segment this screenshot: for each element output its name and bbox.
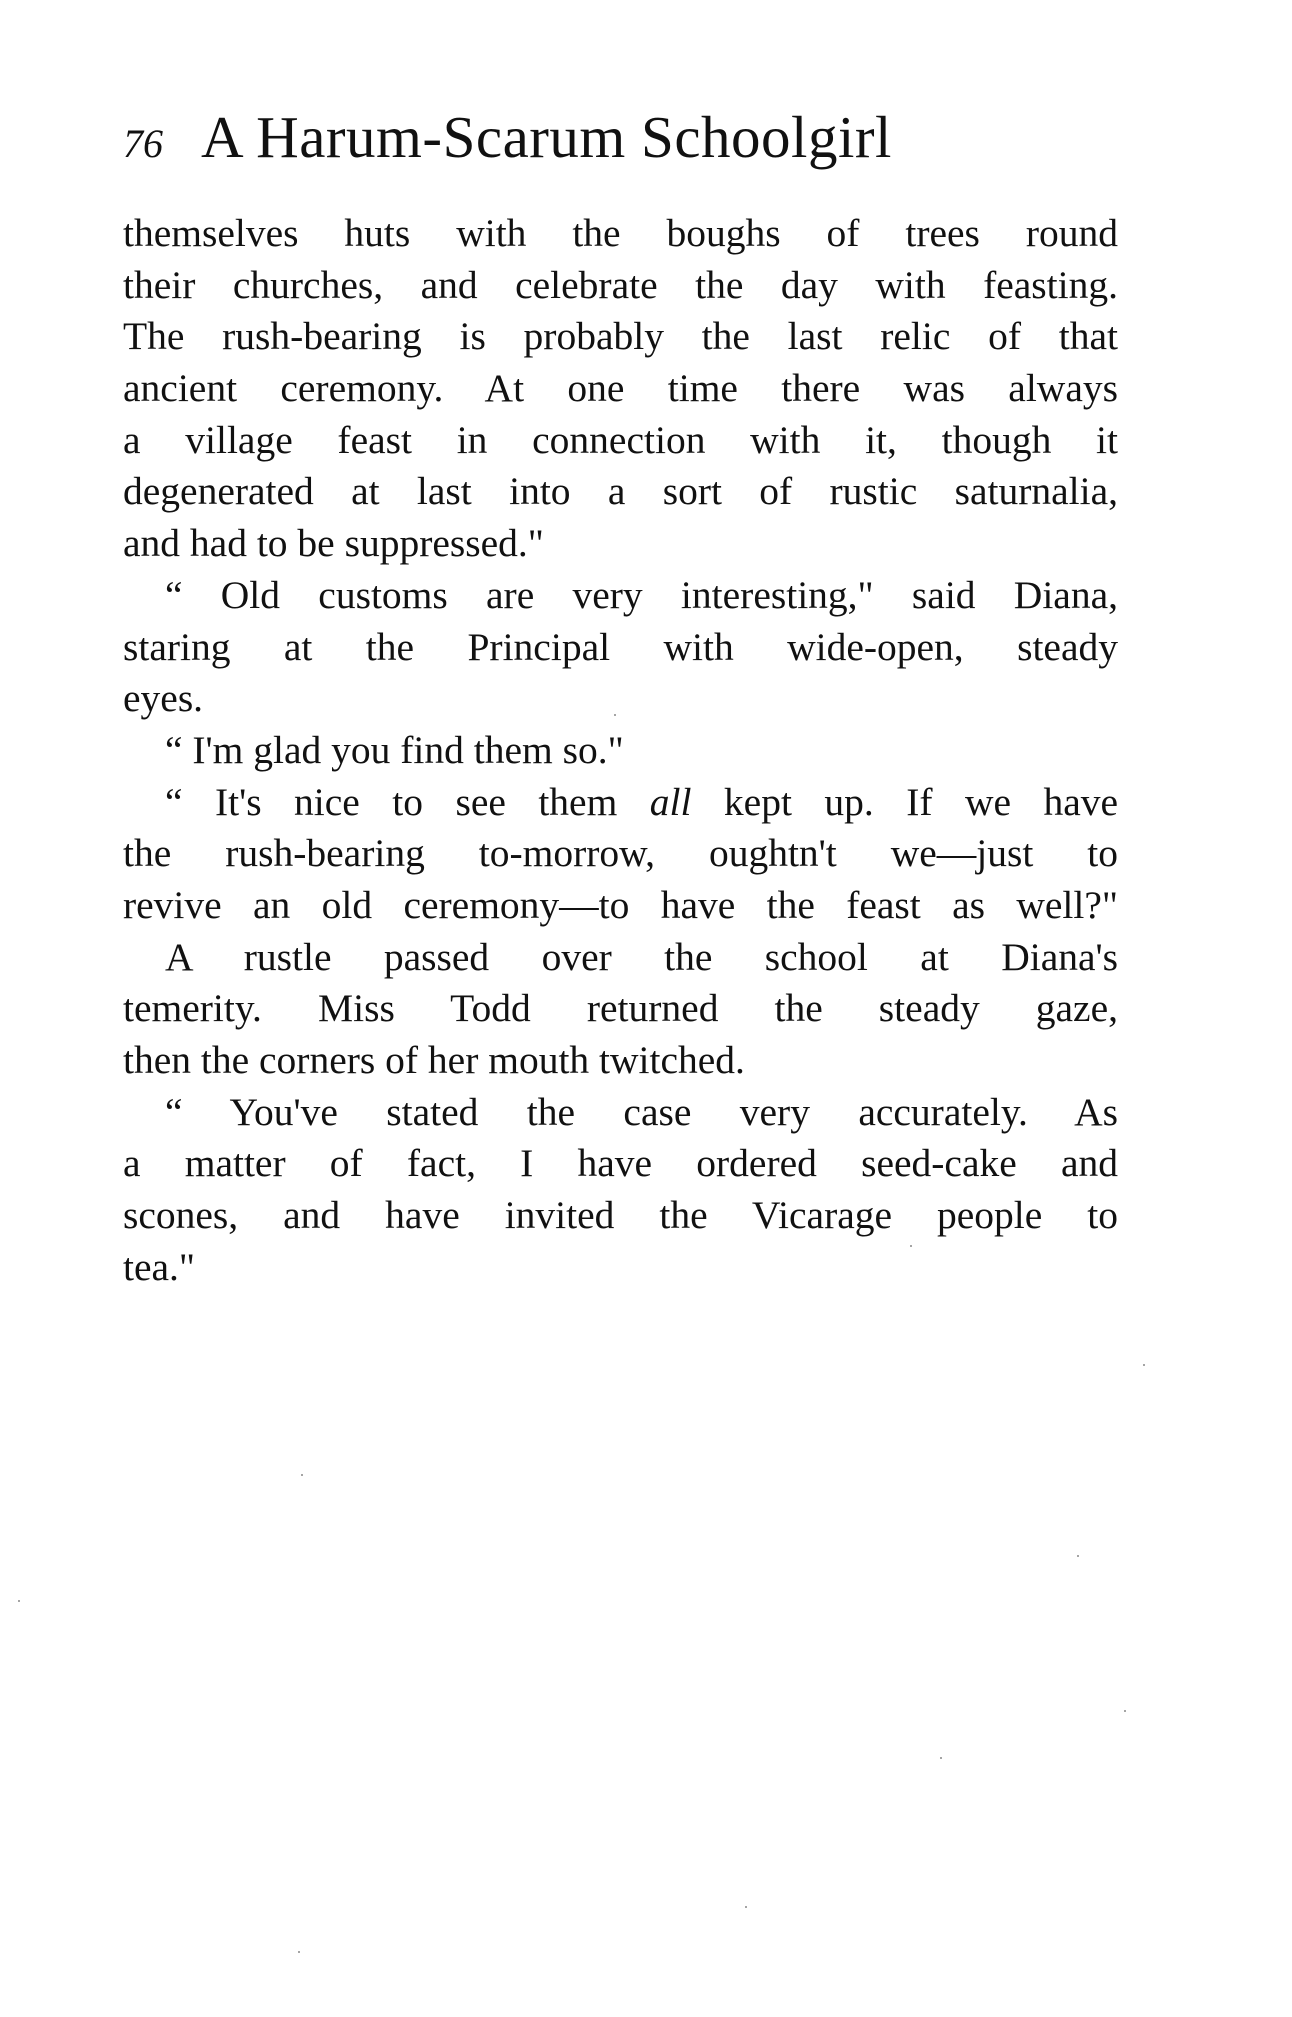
scan-speck — [614, 714, 616, 716]
text-line-before: “ It's nice to see them — [165, 779, 650, 824]
scan-speck — [18, 1600, 20, 1602]
text-line: a matter of fact, I have ordered seed-cake and — [123, 1141, 1118, 1186]
scan-speck — [1124, 1710, 1126, 1712]
scan-speck — [298, 1951, 300, 1953]
scan-speck — [745, 1906, 747, 1908]
text-line: a village feast in connection with it, though it — [123, 417, 1118, 462]
text-line: temerity. Miss Todd returned the steady gaze, — [123, 986, 1118, 1031]
text-line — [123, 777, 1118, 829]
text-line: degenerated at last into a sort of rustic saturnalia, — [123, 469, 1118, 514]
text-line: revive an old ceremony—to have the feast as well?" — [123, 882, 1118, 927]
page-header — [123, 103, 1123, 183]
text-line: eyes. — [123, 676, 204, 721]
text-line: ancient ceremony. At one time there was always — [123, 366, 1118, 411]
body-text — [123, 208, 1118, 1293]
scan-speck — [301, 1474, 303, 1476]
text-line: The rush-bearing is probably the last relic of that — [123, 314, 1118, 359]
running-title: A Harum-Scarum Schoolgirl — [201, 104, 892, 170]
scan-speck — [1143, 1364, 1145, 1366]
text-line: “ I'm glad you find them so." — [165, 727, 624, 772]
text-line: then the corners of her mouth twitched. — [123, 1038, 745, 1082]
emphasized-word: all — [649, 779, 692, 824]
text-line: tea." — [123, 1244, 196, 1289]
text-line: scones, and have invited the Vicarage people to — [123, 1193, 1118, 1238]
scan-speck — [940, 1757, 942, 1759]
text-line: the rush-bearing to-morrow, oughtn't we—just to — [123, 831, 1118, 876]
text-line: their churches, and celebrate the day with feasting. — [123, 262, 1118, 307]
text-line: A rustle passed over the school at Diana's — [165, 934, 1118, 979]
text-line-after: kept up. If we have — [691, 779, 1119, 824]
scan-speck — [1077, 1555, 1079, 1557]
text-line: “ You've stated the case very accurately. As — [165, 1089, 1118, 1134]
scan-speck — [910, 1245, 912, 1247]
page-number: 76 — [123, 121, 163, 166]
text-line: “ Old customs are very interesting," said Diana, — [165, 572, 1118, 617]
text-line: staring at the Principal with wide-open, steady — [123, 624, 1118, 669]
text-line: themselves huts with the boughs of trees round — [123, 211, 1118, 255]
text-line: and had to be suppressed." — [123, 521, 544, 566]
